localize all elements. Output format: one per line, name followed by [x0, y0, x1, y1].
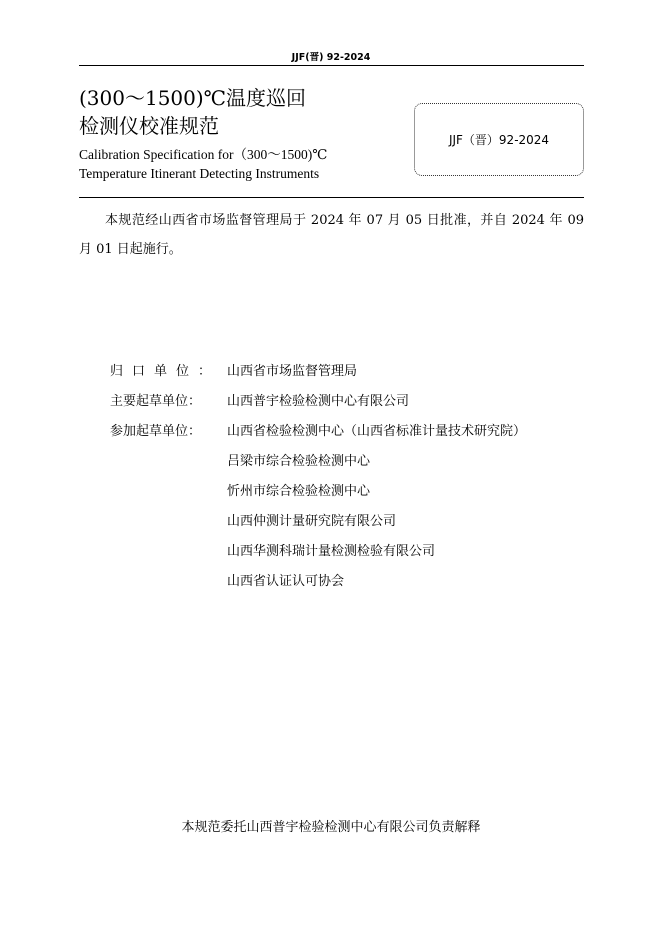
organization-list: [110, 357, 526, 597]
english-title-line-1: Calibration Specification for（300～1500)℃: [79, 147, 328, 162]
centralized-unit-row: [110, 357, 526, 387]
participant-item: 山西仲测计量研究院有限公司: [227, 514, 397, 529]
header-code: JJF(晋) 92-2024: [291, 52, 371, 63]
main-drafter-row: [110, 387, 526, 417]
centralized-unit-value: 山西省市场监督管理局: [227, 364, 358, 379]
main-drafter-value: 山西普宇检验检测中心有限公司: [227, 394, 410, 409]
top-rule: [79, 65, 584, 66]
bottom-rule: [79, 197, 584, 198]
participants-label: 参加起草单位：: [110, 424, 202, 439]
participant-item: 山西华测科瑞计量检测检验有限公司: [227, 544, 436, 559]
code-box-text: JJF（晋）92-2024: [448, 133, 550, 147]
title-line-1: (300～1500)℃温度巡回: [79, 86, 307, 110]
english-title-line-2: Temperature Itinerant Detecting Instruments: [79, 166, 320, 181]
participant-item: 吕梁市综合检验检测中心: [227, 454, 371, 469]
main-drafter-label: 主要起草单位：: [110, 394, 202, 409]
title-line-2: 检测仪校准规范: [79, 114, 219, 138]
document-title: [79, 84, 306, 140]
interpretation-note: 本规范委托山西普宇检验检测中心有限公司负责解释: [181, 820, 481, 835]
approval-statement: 本规范经山西省市场监督管理局于 2024 年 07 月 05 日批准，并自 2024 年 09 月 01 日起施行。: [79, 213, 584, 257]
participant-item: 山西省检验检测中心（山西省标准计量技术研究院）: [227, 424, 527, 439]
code-box: [414, 103, 584, 176]
participant-item: 忻州市综合检验检测中心: [227, 484, 371, 499]
participant-item: 山西省认证认可协会: [227, 574, 345, 589]
centralized-unit-label: 归口单位：: [110, 364, 212, 379]
participants-row: [110, 417, 526, 597]
participants-list: [227, 417, 526, 597]
english-title: [79, 145, 327, 183]
